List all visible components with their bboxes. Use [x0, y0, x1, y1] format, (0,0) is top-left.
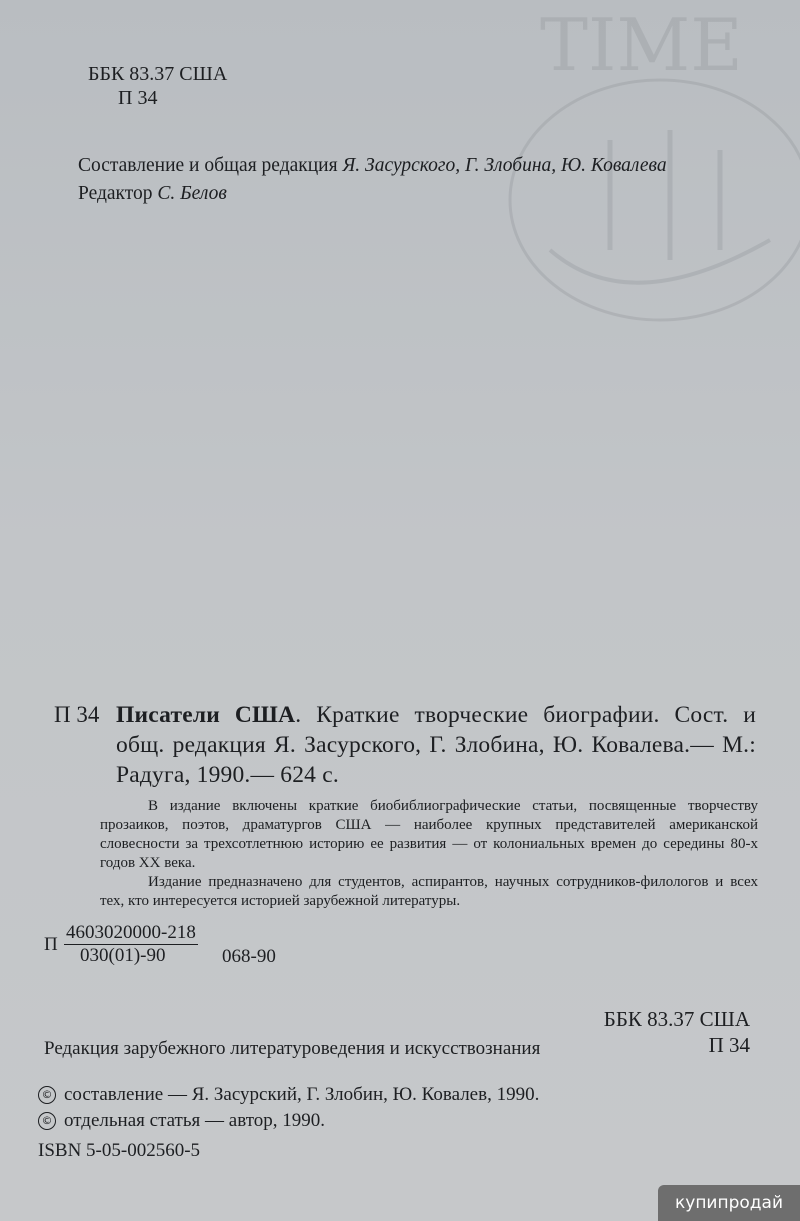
compilers-line	[78, 152, 667, 180]
compilers-names: Я. Засурского, Г. Злобина, Ю. Ковалева	[342, 155, 667, 176]
top-index-code: П 34	[118, 87, 158, 109]
entry-index-code: П 34	[54, 702, 100, 727]
entry-description	[116, 700, 756, 790]
code-suffix: 068-90	[222, 946, 276, 967]
copyright-icon: ©	[38, 1086, 56, 1104]
copyright-icon: ©	[38, 1112, 56, 1130]
entry-details: . Краткие творческие биографии. Сост. и общ. редакция Я. Засурского, Г. Злобина, Ю. Ковалева.— М.: Радуга, 1990.— 624 с.	[116, 702, 756, 788]
watermark-badge: купипродай	[658, 1185, 800, 1221]
editor-label: Редактор	[78, 183, 153, 204]
top-classification	[88, 62, 227, 110]
annotation-paragraph-1: В издание включены краткие биобиблиографические статьи, посвященные творчеству прозаиков, поэтов, драматургов США — наиболее крупных представителей американской словесности за трехсотлетнюю историю ее развития — от колониальных времен до середины 80-х годов XX века.	[100, 798, 758, 871]
bottom-index-code: П 34	[708, 1033, 750, 1057]
isbn: ISBN 5-05-002560-5	[38, 1140, 201, 1161]
copyright-text-2: отдельная статья — автор, 1990.	[64, 1110, 325, 1131]
copyright-line-1	[38, 1082, 539, 1108]
editor-name: С. Белов	[157, 183, 227, 204]
copyright-text-1: составление — Я. Засурский, Г. Злобин, Ю. Ковалев, 1990.	[64, 1084, 540, 1105]
copyright-line-2	[38, 1108, 539, 1134]
bottom-bbk-code: ББК 83.37 США	[603, 1007, 750, 1031]
editor-line	[78, 180, 667, 208]
code-fraction	[64, 922, 198, 967]
annotation-paragraph-2: Издание предназначено для студентов, аспирантов, научных сотрудников-филологов и всех тех, кто интересуется историей зарубежной литературы.	[100, 874, 758, 909]
code-numerator: 4603020000-218	[66, 922, 196, 943]
compilers-label: Составление и общая редакция	[78, 155, 338, 176]
svg-text:ТІМЕ: ТІМЕ	[540, 3, 743, 87]
copyright-block	[38, 1082, 539, 1134]
bottom-classification	[604, 1006, 750, 1058]
code-denominator: 030(01)-90	[80, 945, 166, 966]
annotation	[100, 797, 758, 911]
editorial-office: Редакция зарубежного литературоведения и искусствознания	[44, 1038, 541, 1059]
entry-title: Писатели США	[116, 702, 296, 728]
code-letter: П	[44, 934, 58, 955]
top-bbk-code: ББК 83.37 США	[88, 63, 228, 85]
credits-block	[78, 152, 667, 208]
